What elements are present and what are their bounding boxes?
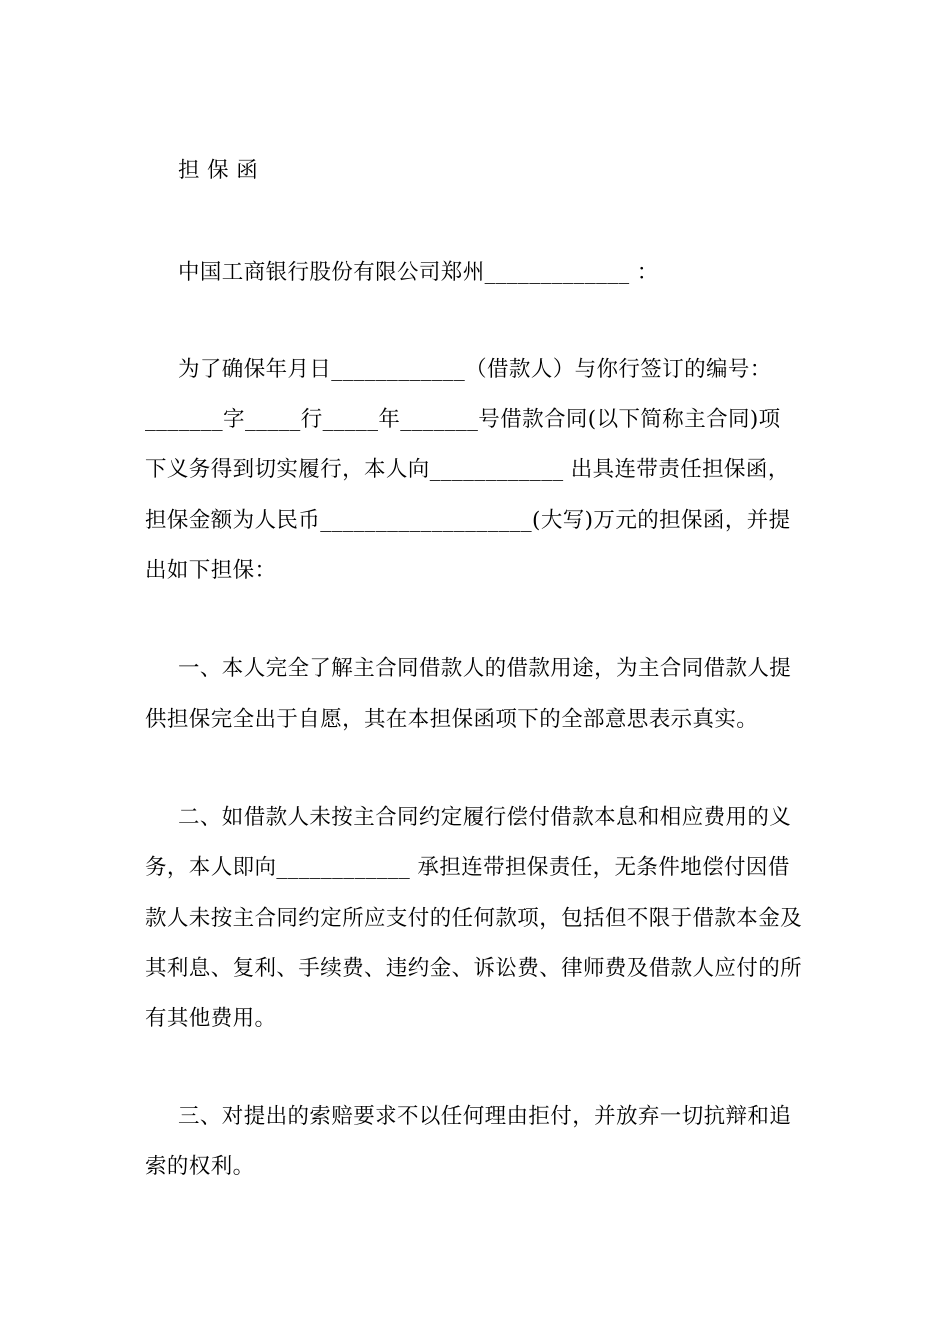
intro-line-2: _______字_____行_____年_______号借款合同(以下简称主合同)项 (145, 407, 781, 432)
clause-2-line-4: 其利息、复利、手续费、违约金、诉讼费、律师费及借款人应付的所 (145, 956, 803, 981)
clause-2-line-5: 有其他费用。 (145, 1006, 277, 1031)
addressee-line: 中国工商银行股份有限公司郑州_____________ ： (178, 260, 659, 285)
clause-3-line-1: 三、对提出的索赔要求不以任何理由拒付，并放弃一切抗辩和追 (178, 1104, 792, 1129)
clause-1-line-1: 一、本人完全了解主合同借款人的借款用途，为主合同借款人提 (178, 656, 792, 681)
intro-line-1: 为了确保年月日____________（借款人）与你行签订的编号： (178, 357, 772, 382)
clause-2-line-3: 款人未按主合同约定所应支付的任何款项，包括但不限于借款本金及 (145, 906, 803, 931)
clause-1-line-2: 供担保完全出于自愿，其在本担保函项下的全部意思表示真实。 (145, 707, 759, 732)
document-title: 担 保 函 (178, 158, 259, 183)
clause-2-line-1: 二、如借款人未按主合同约定履行偿付借款本息和相应费用的义 (178, 805, 792, 830)
clause-3-line-2: 索的权利。 (145, 1154, 255, 1179)
intro-line-4: 担保金额为人民币___________________(大写)万元的担保函，并提 (145, 508, 791, 533)
clause-2-line-2: 务，本人即向____________ 承担连带担保责任，无条件地偿付因借 (145, 855, 790, 880)
intro-line-3: 下义务得到切实履行，本人向____________ 出具连带责任担保函， (145, 457, 790, 482)
intro-line-5: 出如下担保： (145, 558, 277, 583)
